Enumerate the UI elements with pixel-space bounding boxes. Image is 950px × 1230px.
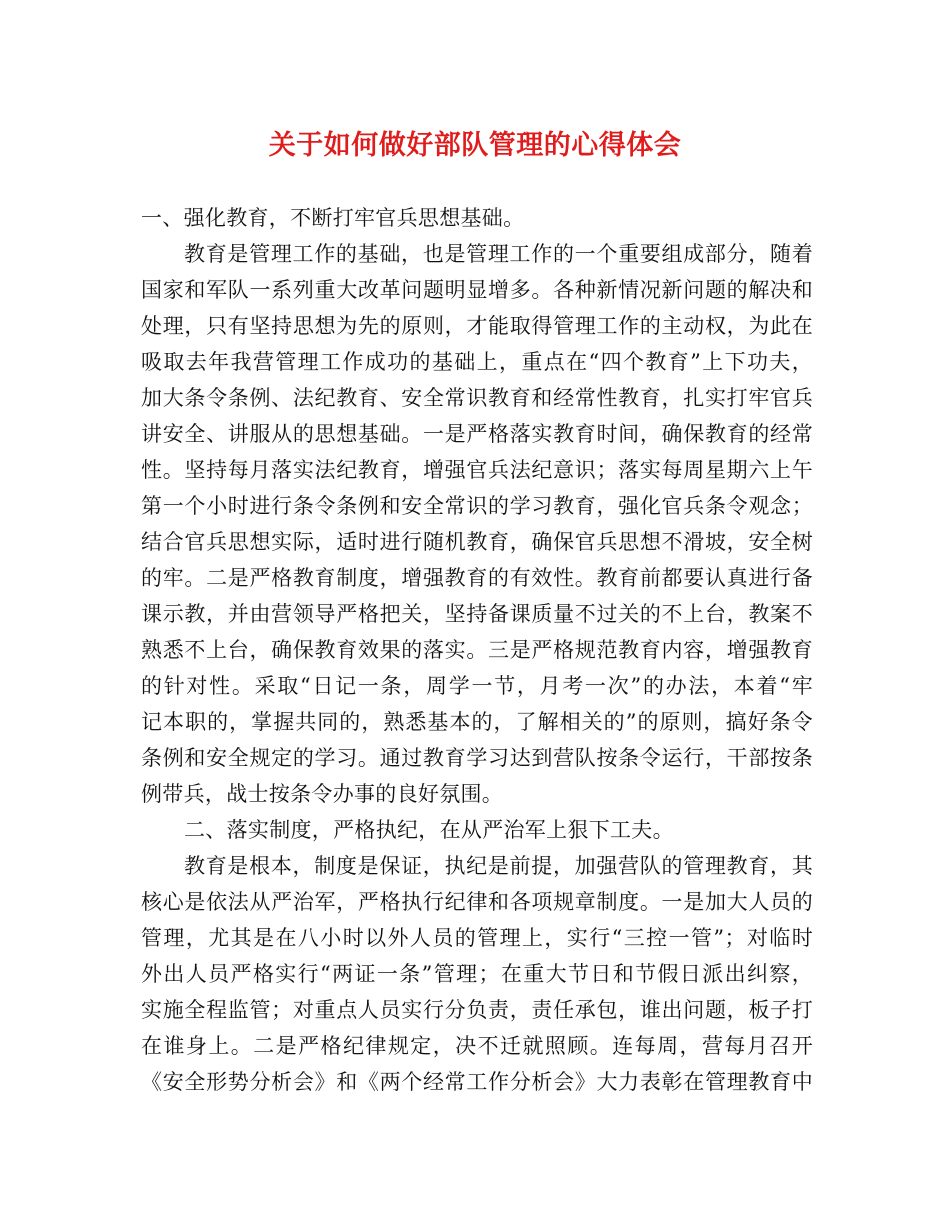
text-line: 的针对性。采取“日记一条，周学一节，月考一次”的办法，本着“牢 xyxy=(141,674,813,698)
text-line: 第一个小时进行条令条例和安全常识的学习教育，强化官兵条令观念； xyxy=(141,494,813,518)
text-line: 的牢。二是严格教育制度，增强教育的有效性。教育前都要认真进行备 xyxy=(141,566,813,590)
text-line: 吸取去年我营管理工作成功的基础上，重点在“四个教育”上下功夫， xyxy=(141,350,813,374)
text-line: 外出人员严格实行“两证一条”管理；在重大节日和节假日派出纠察， xyxy=(141,962,813,986)
text-line: 加大条令条例、法纪教育、安全常识教育和经常性教育，扎实打牢官兵 xyxy=(141,386,813,410)
text-line: 熟悉不上台，确保教育效果的落实。三是严格规范教育内容，增强教育 xyxy=(141,638,813,662)
text-line: 结合官兵思想实际，适时进行随机教育，确保官兵思想不滑坡，安全树 xyxy=(141,530,813,554)
text-line: 教育是根本，制度是保证，执纪是前提，加强营队的管理教育，其 xyxy=(184,854,813,878)
document-body xyxy=(141,200,813,1100)
section-heading: 一、强化教育，不断打牢官兵思想基础。 xyxy=(141,206,525,230)
text-line: 例带兵，战士按条令办事的良好氛围。 xyxy=(141,782,504,806)
text-line: 在谁身上。二是严格纪律规定，决不迁就照顾。连每周，营每月召开 xyxy=(141,1034,813,1058)
text-line: 《安全形势分析会》和《两个经常工作分析会》大力表彰在管理教育中 xyxy=(141,1070,813,1094)
text-line: 管理，尤其是在八小时以外人员的管理上，实行“三控一管”；对临时 xyxy=(141,926,813,950)
text-line: 实施全程监管；对重点人员实行分负责，责任承包，谁出问题，板子打 xyxy=(141,998,813,1022)
text-line: 国家和军队一系列重大改革问题明显增多。各种新情况新问题的解决和 xyxy=(141,278,813,302)
text-line: 讲安全、讲服从的思想基础。一是严格落实教育时间，确保教育的经常 xyxy=(141,422,813,446)
section-heading: 二、落实制度，严格执纪，在从严治军上狠下工夫。 xyxy=(184,818,674,842)
text-line: 教育是管理工作的基础，也是管理工作的一个重要组成部分，随着 xyxy=(184,242,813,266)
text-line: 记本职的，掌握共同的，熟悉基本的，了解相关的”的原则，搞好条令 xyxy=(141,710,813,734)
document-title: 关于如何做好部队管理的心得体会 xyxy=(268,130,682,161)
text-line: 性。坚持每月落实法纪教育，增强官兵法纪意识；落实每周星期六上午 xyxy=(141,458,813,482)
text-line: 核心是依法从严治军，严格执行纪律和各项规章制度。一是加大人员的 xyxy=(141,890,813,914)
text-line: 课示教，并由营领导严格把关，坚持备课质量不过关的不上台，教案不 xyxy=(141,602,813,626)
text-line: 条例和安全规定的学习。通过教育学习达到营队按条令运行，干部按条 xyxy=(141,746,813,770)
text-line: 处理，只有坚持思想为先的原则，才能取得管理工作的主动权，为此在 xyxy=(141,314,813,338)
